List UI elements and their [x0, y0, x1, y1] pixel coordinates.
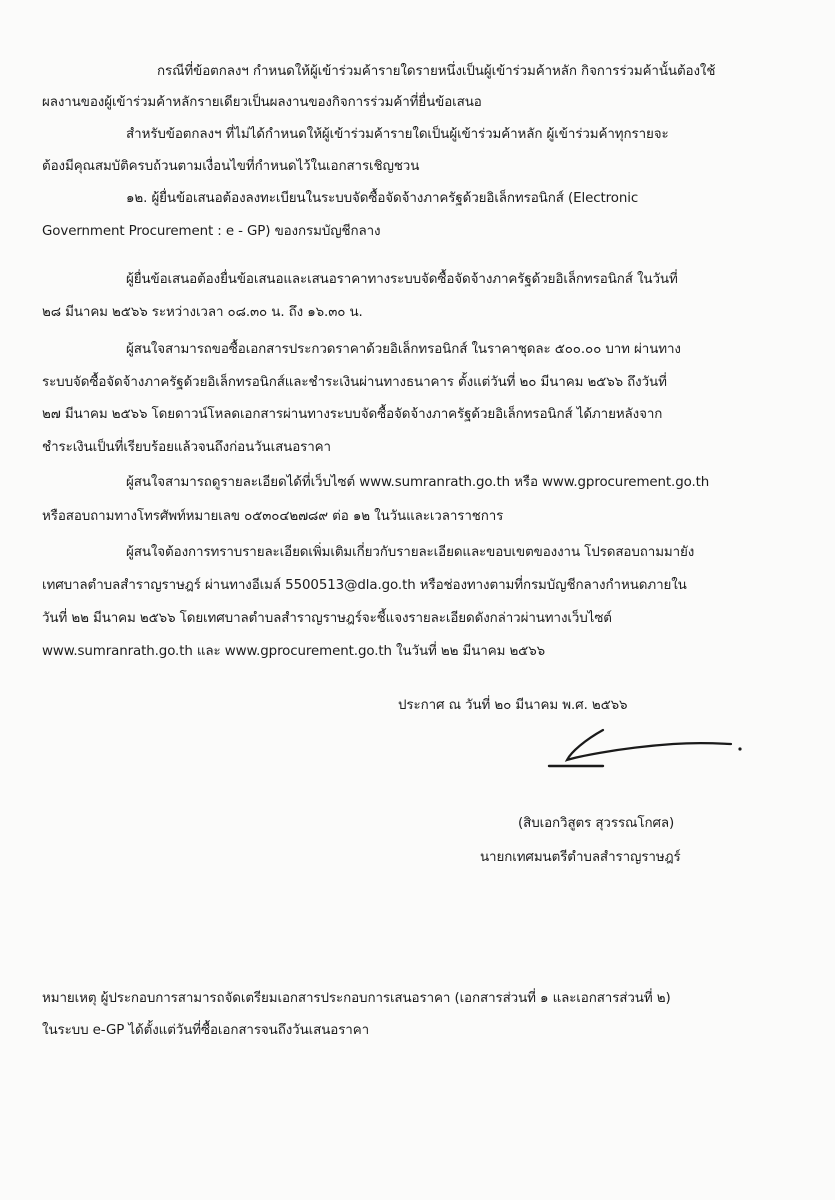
- body-line-17: วันที่ ๒๒ มีนาคม ๒๕๖๖ โดยเทศบาลตำบลสำราญราษฎร์จะชี้แจงรายละเอียดดังกล่าวผ่านทางเว็บไซต์: [42, 611, 612, 626]
- note-line-2: ในระบบ e-GP ได้ตั้งแต่วันที่ซื้อเอกสารจนถึงวันเสนอราคา: [42, 1023, 369, 1038]
- body-line-11: ๒๗ มีนาคม ๒๕๖๖ โดยดาวน์โหลดเอกสารผ่านทางระบบจัดซื้อจัดจ้างภาครัฐด้วยอิเล็กทรอนิกส์ ได้ภายหลังจาก: [42, 407, 663, 422]
- signer-name: (สิบเอกวิสูตร สุวรรณโกศล): [518, 816, 675, 831]
- body-line-15: ผู้สนใจต้องการทราบรายละเอียดเพิ่มเติมเกี่ยวกับรายละเอียดและขอบเขตของงาน โปรดสอบถามมายัง: [126, 545, 695, 560]
- body-line-9: ผู้สนใจสามารถขอซื้อเอกสารประกวดราคาด้วยอิเล็กทรอนิกส์ ในราคาชุดละ ๕๐๐.๐๐ บาท ผ่านทาง: [126, 342, 681, 357]
- body-line-13: ผู้สนใจสามารถดูรายละเอียดได้ที่เว็บไซต์ www.sumranrath.go.th หรือ www.gprocurement.go.th: [126, 475, 710, 490]
- body-line-5: ๑๒. ผู้ยื่นข้อเสนอต้องลงทะเบียนในระบบจัดซื้อจัดจ้างภาครัฐด้วยอิเล็กทรอนิกส์ (Electronic: [126, 191, 639, 206]
- body-line-12: ชำระเงินเป็นที่เรียบร้อยแล้วจนถึงก่อนวันเสนอราคา: [42, 440, 331, 455]
- body-line-16: เทศบาลตำบลสำราญราษฎร์ ผ่านทางอีเมล์ 5500513@dla.go.th หรือช่องทางตามที่กรมบัญชีกลางกำหนดภายใน: [42, 578, 687, 593]
- body-line-1: กรณีที่ข้อตกลงฯ กำหนดให้ผู้เข้าร่วมค้ารายใดรายหนึ่งเป็นผู้เข้าร่วมค้าหลัก กิจการร่วมค้านั้นต้องใช้: [157, 64, 716, 79]
- body-line-6: Government Procurement : e - GP) ของกรมบัญชีกลาง: [42, 224, 381, 239]
- body-line-14: หรือสอบถามทางโทรศัพท์หมายเลข ๐๕๓๐๔๒๗๘๙ ต่อ ๑๒ ในวันและเวลาราชการ: [42, 509, 504, 524]
- body-line-10: ระบบจัดซื้อจัดจ้างภาครัฐด้วยอิเล็กทรอนิกส์และชำระเงินผ่านทางธนาคาร ตั้งแต่วันที่ ๒๐ มีนาคม ๒๕๖๖ ถึงวันที่: [42, 375, 667, 390]
- body-line-7: ผู้ยื่นข้อเสนอต้องยื่นข้อเสนอและเสนอราคาทางระบบจัดซื้อจัดจ้างภาครัฐด้วยอิเล็กทรอนิกส์ ในวันที่: [126, 272, 678, 287]
- signature-mark: [545, 722, 765, 782]
- body-line-3: สำหรับข้อตกลงฯ ที่ไม่ได้กำหนดให้ผู้เข้าร่วมค้ารายใดเป็นผู้เข้าร่วมค้าหลัก ผู้เข้าร่วมค้าทุกรายจะ: [126, 127, 669, 142]
- body-line-2: ผลงานของผู้เข้าร่วมค้าหลักรายเดียวเป็นผลงานของกิจการร่วมค้าที่ยื่นข้อเสนอ: [42, 95, 482, 110]
- body-line-8: ๒๘ มีนาคม ๒๕๖๖ ระหว่างเวลา ๐๘.๓๐ น. ถึง ๑๖.๓๐ น.: [42, 305, 363, 320]
- announcement-date: ประกาศ ณ วันที่ ๒๐ มีนาคม พ.ศ. ๒๕๖๖: [398, 698, 628, 713]
- note-line-1: หมายเหตุ ผู้ประกอบการสามารถจัดเตรียมเอกสารประกอบการเสนอราคา (เอกสารส่วนที่ ๑ และเอกสารส่วนที่ ๒): [42, 991, 671, 1006]
- signer-title: นายกเทศมนตรีตำบลสำราญราษฎร์: [480, 850, 681, 865]
- body-line-18: www.sumranrath.go.th และ www.gprocurement.go.th ในวันที่ ๒๒ มีนาคม ๒๕๖๖: [42, 644, 546, 659]
- body-line-4: ต้องมีคุณสมบัติครบถ้วนตามเงื่อนไขที่กำหนดไว้ในเอกสารเชิญชวน: [42, 159, 420, 174]
